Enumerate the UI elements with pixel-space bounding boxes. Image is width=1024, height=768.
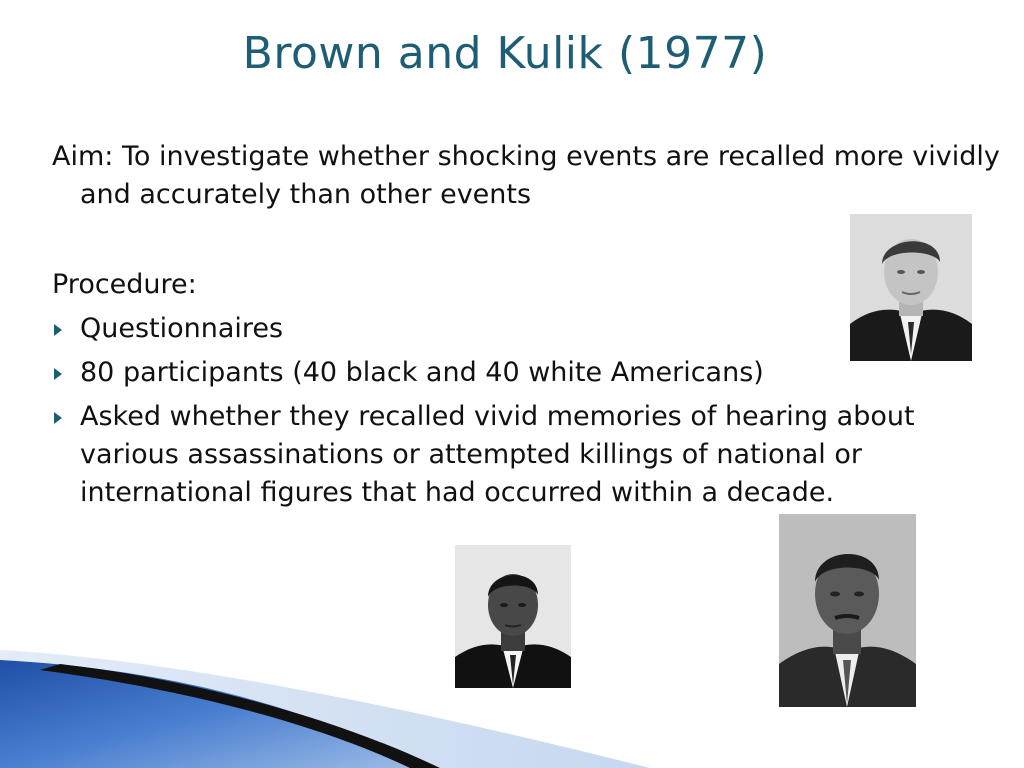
- list-item: [52, 310, 952, 348]
- aim-text: Aim: To investigate whether shocking events are recalled more vividly and accurately than other events: [52, 141, 1000, 210]
- portrait-photo: [850, 214, 972, 361]
- list-item-text: Questionnaires: [80, 313, 284, 344]
- page-title: Brown and Kulik (1977): [242, 28, 768, 79]
- portrait-photo: [779, 514, 916, 707]
- procedure-list: [52, 310, 952, 518]
- triangle-right-icon: [54, 368, 62, 380]
- list-item: [52, 354, 952, 392]
- triangle-right-icon: [54, 412, 62, 424]
- list-item-text: 80 participants (40 black and 40 white Americans): [80, 357, 764, 388]
- list-item: [52, 398, 952, 512]
- triangle-right-icon: [54, 324, 62, 336]
- list-item-text: Asked whether they recalled vivid memories of hearing about various assassinations or attempted killings of national or international figures that had occurred within a decade.: [80, 401, 915, 508]
- procedure-heading: Procedure:: [52, 269, 197, 300]
- portrait-photo: [455, 545, 571, 688]
